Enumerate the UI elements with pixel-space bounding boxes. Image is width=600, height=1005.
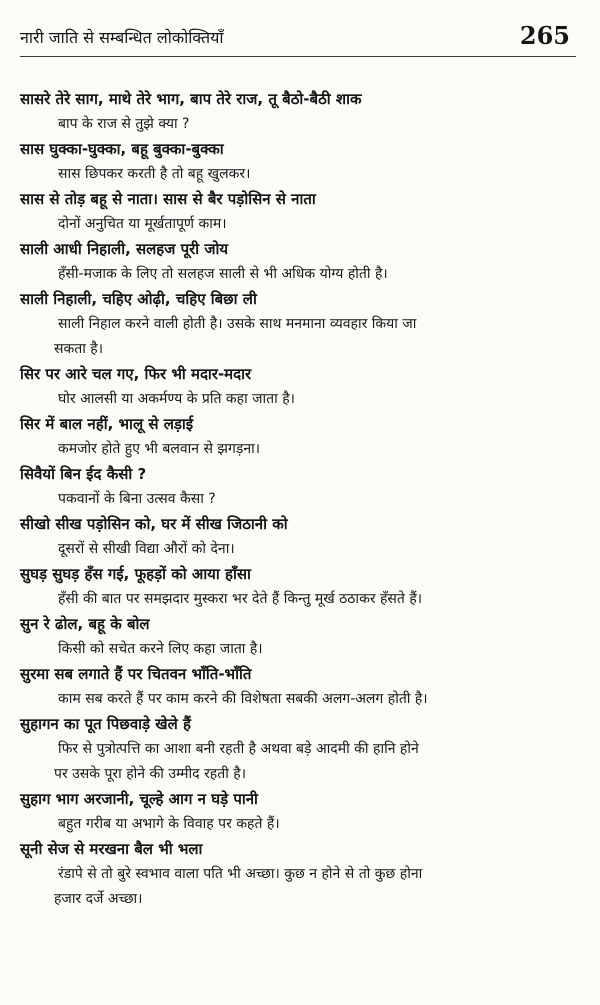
proverb-meaning: बहुत गरीब या अभागे के विवाह पर कहते हैं।: [58, 816, 280, 832]
meaning-line: सकता है।: [54, 341, 104, 357]
proverb-heading: सास घुक्का-घुक्का, बहू बुक्का-बुक्का: [20, 140, 224, 158]
proverb-heading: सुहाग भाग अरजानी, चूल्हे आग न घड़े पानी: [20, 790, 258, 808]
page-number: 265: [519, 21, 570, 50]
proverb-entry: [20, 287, 576, 362]
proverb-meaning: कमजोर होते हुए भी बलवान से झगड़ना।: [58, 441, 261, 457]
proverb-entry: [20, 362, 576, 412]
meaning-line: रंडापे से तो बुरे स्वभाव वाला पति भी अच्छा। कुछ न होने से तो कुछ होना: [58, 866, 423, 882]
proverb-heading: सिर में बाल नहीं, भालू से लड़ाई: [20, 415, 194, 433]
proverb-heading: साली आधी निहाली, सलहज पूरी जोय: [20, 240, 229, 258]
proverb-meaning: सास छिपकर करती है तो बहू खुलकर।: [58, 166, 251, 182]
proverb-meaning: हँसी-मजाक के लिए तो सलहज साली से भी अधिक योग्य होती है।: [58, 266, 388, 282]
proverb-heading: सासरे तेरे साग, माथे तेरे भाग, बाप तेरे राज, तू बैठो-बैठी शाक: [20, 90, 362, 108]
proverb-heading: सुन रे ढोल, बहू के बोल: [20, 615, 150, 633]
meaning-line: पर उसके पूरा होने की उम्मीद रहती है।: [54, 766, 247, 782]
proverb-heading: सिर पर आरे चल गए, फिर भी मदार-मदार: [20, 365, 252, 383]
proverb-entry: [20, 562, 576, 612]
proverb-entry: [20, 237, 576, 287]
proverb-meaning: हँसी की बात पर समझदार मुस्करा भर देते हैं किन्तु मूर्ख ठठाकर हँसते हैं।: [58, 591, 423, 607]
proverb-entry: [20, 462, 576, 512]
proverb-entry: [20, 837, 576, 912]
proverb-meaning: दोनों अनुचित या मूर्खतापूर्ण काम।: [58, 216, 227, 232]
proverb-meaning: [20, 862, 576, 912]
meaning-line: हजार दर्जे अच्छा।: [54, 891, 143, 907]
proverb-entry: [20, 187, 576, 237]
proverb-entry: [20, 87, 576, 137]
proverb-meaning: काम सब करते हैं पर काम करने की विशेषता सबकी अलग-अलग होती है।: [58, 691, 428, 707]
proverb-list: [20, 87, 576, 912]
page-header: [20, 16, 576, 57]
proverb-meaning: दूसरों से सीखी विद्या औरों को देना।: [58, 541, 235, 557]
proverb-heading: सास से तोड़ बहू से नाता। सास से बैर पड़ोसिन से नाता: [20, 190, 316, 208]
proverb-meaning: पकवानों के बिना उत्सव कैसा ?: [58, 491, 216, 507]
proverb-entry: [20, 662, 576, 712]
proverb-meaning: बाप के राज से तुझे क्या ?: [58, 116, 190, 132]
proverb-heading: सुहागन का पूत पिछवाड़े खेले हैं: [20, 715, 191, 733]
proverb-entry: [20, 712, 576, 787]
proverb-heading: सीखो सीख पड़ोसिन को, घर में सीख जिठानी को: [20, 515, 288, 533]
proverb-heading: साली निहाली, चहिए ओढ़ी, चहिए बिछा ली: [20, 290, 257, 308]
proverb-meaning: [20, 312, 576, 362]
proverb-entry: [20, 612, 576, 662]
proverb-entry: [20, 137, 576, 187]
meaning-line: साली निहाल करने वाली होती है। उसके साथ मनमाना व्यवहार किया जा: [58, 316, 417, 332]
proverb-entry: [20, 787, 576, 837]
proverb-heading: सुघड़ सुघड़ हँस गई, फूहड़ों को आया हाँसा: [20, 565, 251, 583]
proverb-heading: सिवैयों बिन ईद कैसी ?: [20, 465, 147, 483]
proverb-entry: [20, 512, 576, 562]
proverb-heading: सुरमा सब लगाते हैं पर चितवन भाँति-भाँति: [20, 665, 252, 683]
meaning-line: फिर से पुत्रोत्पत्ति का आशा बनी रहती है अथवा बड़े आदमी की हानि होने: [58, 741, 419, 757]
proverb-entry: [20, 412, 576, 462]
proverb-meaning: किसी को सचेत करने लिए कहा जाता है।: [58, 641, 263, 657]
proverb-meaning: घोर आलसी या अकर्मण्य के प्रति कहा जाता है।: [58, 391, 295, 407]
proverb-heading: सूनी सेज से मरखना बैल भी भला: [20, 840, 203, 858]
proverb-meaning: [20, 737, 576, 787]
running-title: नारी जाति से सम्बन्धित लोकोक्तियाँ: [20, 28, 224, 47]
